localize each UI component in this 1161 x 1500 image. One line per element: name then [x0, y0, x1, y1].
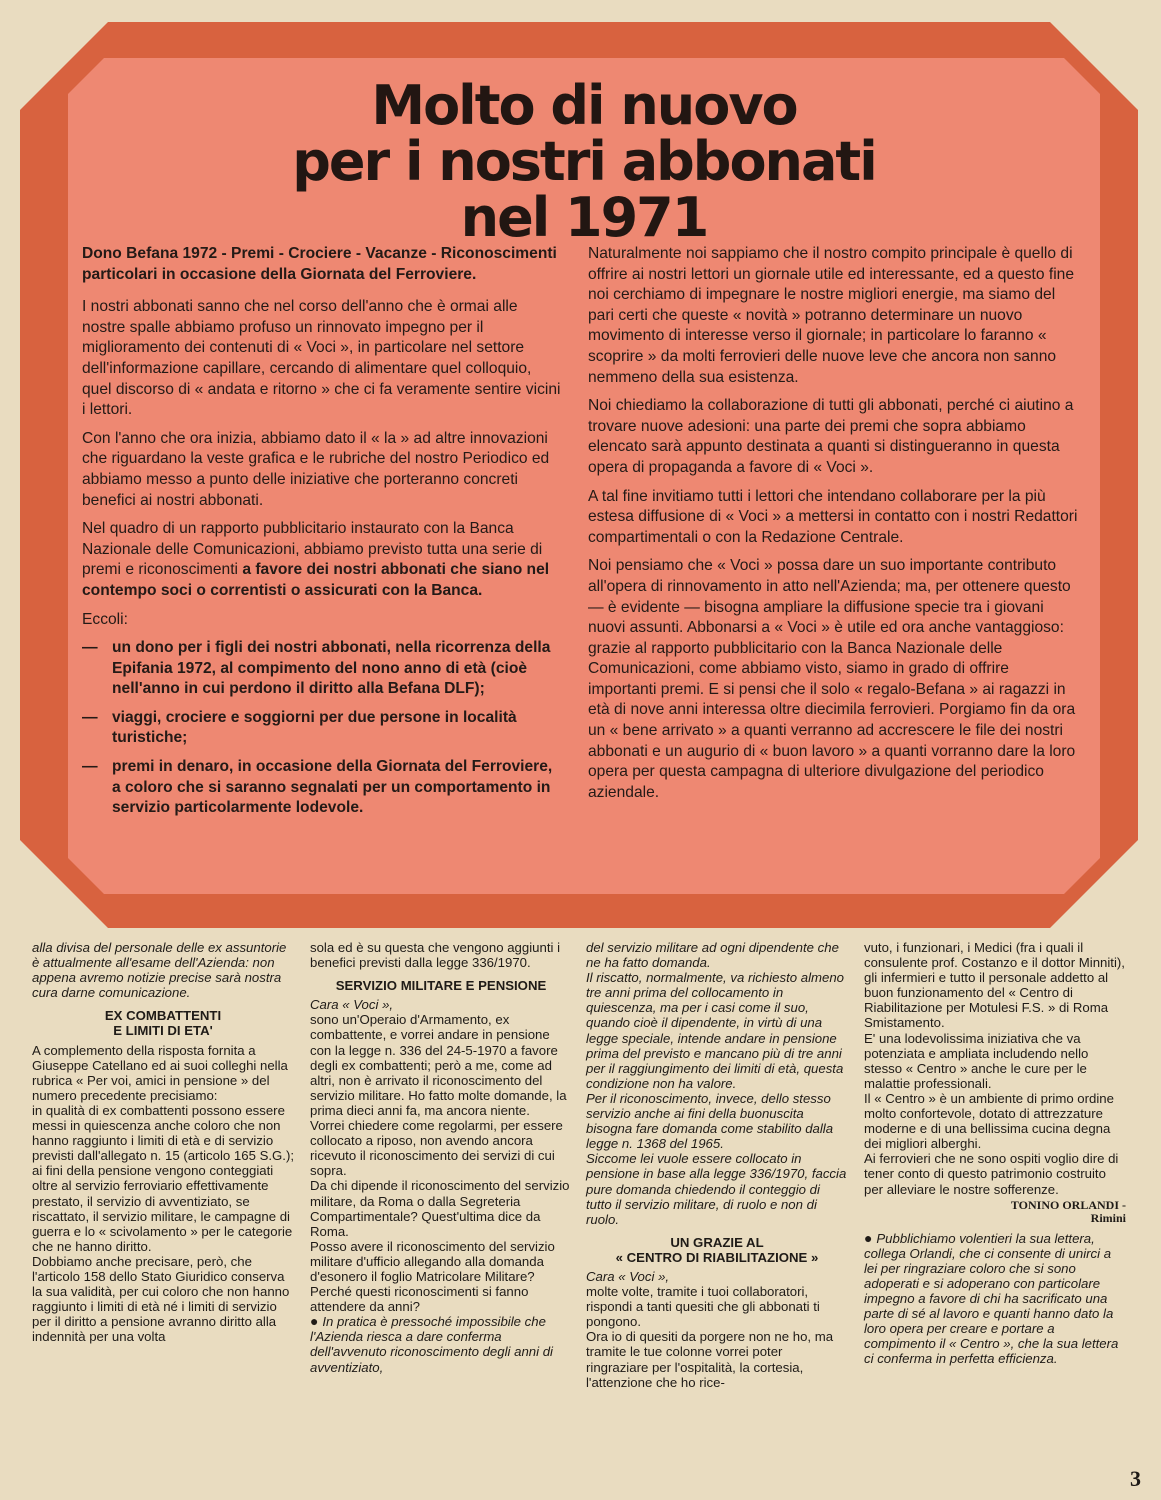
heading-line: E LIMITI DI ETA' [113, 1023, 213, 1039]
body-paragraph: A tal fine invitiamo tutti i lettori che intendano collaborare per la più estesa diffusione di « Voci » a mettersi in contatto con i nostri Redattori compartimentali o con la Redazione Centrale. [588, 487, 1078, 546]
editor-reply [310, 1314, 572, 1374]
section-heading: SERVIZIO MILITARE E PENSIONE [335, 978, 547, 994]
list-item: — premi in denaro, in occasione della Giornata del Ferroviere, a coloro che si saranno segnalati per un comportamento in servizio particolarmente lodevole. [82, 757, 564, 819]
text-paragraph: Ai ferrovieri che ne sono ospiti voglio dire di tener conto di questo patrimonio costruito per alleviare le nostre sofferenze. [864, 1151, 1119, 1197]
list-item: — un dono per i figli dei nostri abbonati, nella ricorrenza della Epifania 1972, al compimento del nono anno di età (cioè nell'anno in cui perdono il diritto alla Befana DLF); [82, 638, 564, 700]
column-3 [586, 940, 848, 1390]
text-paragraph: Ora io di quesiti da porgere non ne ho, ma tramite le tue colonne vorrei poter ringraziare per l'ospitalità, la cortesia, l'attenzione che ho rice- [586, 1329, 834, 1390]
box-right-column [588, 244, 1080, 811]
text-paragraph: Il « Centro » è un ambiente di primo ordine molto confortevole, dotato di attrezzature moderne e di una bellissima cucina degna dei migliori alberghi. [864, 1090, 1114, 1152]
prize-list [82, 638, 564, 819]
body-paragraph: Con l'anno che ora inizia, abbiamo dato il « la » ad altre innovazioni che riguardano la veste grafica e le rubriche del nostro Periodico ed abbiamo messo a punto delle iniziative che porteranno concreti benefici ai nostri abbonati. [82, 429, 550, 509]
text-paragraph: molte volte, tramite i tuoi collaboratori, rispondi a tanti quesiti che gli abbonati ti pongono. [586, 1284, 820, 1330]
text-paragraph: Posso avere il riconoscimento del servizio militare d'ufficio allegando alla domanda d'esonero il foglio Matricolare Militare? [310, 1238, 555, 1284]
text-paragraph: Da chi dipende il riconoscimento del servizio militare, da Roma o dalla Segreteria Compartimentale? Quest'ultima dice da Roma. [310, 1178, 570, 1239]
bank-text-bold: a favore dei nostri abbonati che siano nel contempo soci o correntisti o assicurati con la Banca. [82, 561, 550, 599]
reply-text: Pubblichiamo volentieri la sua lettera, collega Orlandi, che ci consente di unirci a lei per ringraziare coloro che si sono adoperati e si adoperano con particolare impegno a favore di chi ha sacrificato una parte di sé al lavoro e quanti hanno dato la loro opera per creare e portare a compimento il « Centro », che la sua lettera ci conferma in perfetta efficienza. [864, 1230, 1119, 1367]
letter-salutation: Cara « Voci », [586, 1268, 670, 1284]
body-paragraph: Noi pensiamo che « Voci » possa dare un suo importante contributo all'opera di rinnovamento in atto nell'Azienda; ma, per ottenere questo — è evidente — bisogna ampliare la diffusione specie tra i giovani nuovi assunti. Abbonarsi a « Voci » è utile ed ora anche vantaggioso: grazie al rapporto pubblicitario con la Banca Nazionale delle Comunicazioni, come abbiamo visto, siamo in grado di offrire importanti premi. E si pensi che il solo « regalo-Befana » ai ragazzi in età di nove anni interessa oltre diecimila ferrovieri. Porgiamo fin da ora un « bene arrivato » a quanti verranno ad accrescere le file dei nostri abbonati e un augurio di « buon lavoro » a quanti vorranno dare la loro opera per questa campagna di ulteriore divulgazione del periodico aziendale. [588, 557, 1076, 801]
reply-continued: Siccome lei vuole essere collocato in pensione in base alla legge 336/1970, faccia pure domanda chiedendo il conteggio di tutto il servizio militare, di ruolo e non di ruolo. [586, 1151, 847, 1227]
headline-line-3: nel 1971 [460, 186, 708, 249]
text-paragraph: Dobbiamo anche precisare, però, che l'articolo 158 dello Stato Giuridico conserva la sua validità, per cui coloro che non hanno raggiunto i limiti di età né i limiti di servizio per il diritto a pensione avranno diritto alla indennità per una volta [32, 1253, 290, 1345]
heading-line: UN GRAZIE AL [670, 1234, 764, 1250]
reply-text: In pratica è pressoché impossibile che l'Azienda riesca a dare conferma dell'avvenuto riconoscimento degli anni di avventiziato, [310, 1314, 553, 1375]
lead-paragraph: Dono Befana 1972 - Premi - Crociere - Vacanze - Riconoscimenti particolari in occasione della Giornata del Ferroviere. [82, 245, 557, 283]
section-heading [586, 1235, 848, 1265]
body-paragraph: Noi chiediamo la collaborazione di tutti gli abbonati, perché ci aiutino a trovare nuove adesioni: una parte dei premi che sopra abbiamo elencato sarà appunto destinata a quanti si distingueranno in questa opera di propaganda a favore di « Voci ». [588, 397, 1074, 476]
signature [864, 1199, 1126, 1225]
column-4 [864, 940, 1126, 1366]
reply-continued: Per il riconoscimento, invece, dello stesso servizio anche ai fini della buonuscita bisogna fare domanda come stabilito dalla legge n. 1368 del 1965. [586, 1090, 834, 1152]
letter-salutation: Cara « Voci », [310, 997, 394, 1013]
column-2 [310, 940, 572, 1375]
list-item: — viaggi, crociere e soggiorni per due persone in località turistiche; [82, 708, 564, 749]
box-left-column [82, 244, 564, 827]
bullet-dot-icon: ● [864, 1229, 877, 1246]
text-paragraph: sono un'Operaio d'Armamento, ex combattente, e vorrei andare in pensione con la legge n. 336 del 24-5-1970 a favore degli ex combattenti; però a me, come ad altri, non è arrivato il riconoscimento del servizio militare. Ho fatto molte domande, la prima dieci anni fa, ma ancora niente. [310, 1012, 567, 1118]
body-paragraph: I nostri abbonati sanno che nel corso dell'anno che è ormai alle nostre spalle abbiamo profuso un rinnovato impegno per il miglioramento dei contenuti di « Voci », in particolare nel settore dell'informazione capillare, cercando di alimentare quel colloquio, quel discorso di « andata e ritorno » che ci fa veramente sentire vicini i lettori. [82, 298, 561, 419]
headline [68, 74, 1100, 249]
text-paragraph: Vorrei chiedere come regolarmi, per essere collocato a riposo, non avendo ancora ricevuto il riconoscimento dei servizi di cui sopra. [310, 1118, 563, 1179]
reply-continued: del servizio militare ad ogni dipendente che ne ha fatto domanda. [586, 940, 839, 971]
eccoli-label: Eccoli: [82, 610, 128, 628]
signature-name: TONINO ORLANDI - [1010, 1197, 1126, 1212]
bank-paragraph [82, 519, 564, 601]
text-paragraph: Perché questi riconoscimenti si fanno attendere da anni? [310, 1284, 529, 1315]
signature-place: Rimini [1090, 1210, 1126, 1225]
heading-line: EX COMBATTENTI [104, 1008, 222, 1024]
text-paragraph: vuto, i funzionari, i Medici (fra i quali il consulente prof. Costanzo e il dottor Minniti), gli infermieri e tutto il personale addetto al buon funzionamento del « Centro di Riabilitazione per Motulesi F.S. » di Roma Smistamento. [864, 940, 1125, 1031]
text-paragraph: in qualità di ex combattenti possono essere messi in quiescenza anche coloro che non hanno raggiunto i limiti di età e di servizio previsti dall'allegato n. 15 (articolo 165 S.G.); ai fini della pensione vengono conteggiati oltre al servizio ferroviario effettivamente prestato, il servizio di avventiziato, se riscattato, il servizio militare, le campagne di guerra e lo « scivolamento » per le categorie che ne hanno diritto. [32, 1102, 295, 1254]
page-number: 3 [1130, 1466, 1141, 1491]
text-paragraph: A complemento della risposta fornita a Giuseppe Catellano ed ai suoi colleghi nella rubrica « Per voi, amici in pensione » del numero precedente precisiamo: [32, 1042, 288, 1103]
heading-line: « CENTRO DI RIABILITAZIONE » [615, 1249, 819, 1265]
headline-line-2: per i nostri abbonati [292, 130, 876, 193]
bullet-dot-icon: ● [310, 1313, 323, 1330]
body-paragraph: Naturalmente noi sappiamo che il nostro compito principale è quello di offrire ai nostri lettori un giornale utile ed interessante, ed a questo fine noi cerchiamo di impegnare le nostre migliori energie, ma siamo del pari certi che queste « novità » potranno determinare un nuovo movimento di interesse verso il giornale; in particolare lo faranno « scoprire » da molti ferrovieri delle nuove leve che ancora non sanno nemmeno della sua esistenza. [588, 245, 1075, 386]
text-paragraph: E' una lodevolissima iniziativa che va potenziata e ampliata includendo nello stesso « Centro » anche le cure per le malattie professionali. [864, 1030, 1089, 1091]
editor-reply [864, 1231, 1126, 1367]
reply-continued: Il riscatto, normalmente, va richiesto almeno tre anni prima del collocamento in quiescenza, ma per i casi come il suo, quando cioè il dipendente, in virtù di una legge speciale, intende andare in pensione prima del previsto e mancano più di tre anni per il raggiungimento dei limiti di età, questa condizione non ha valore. [586, 970, 844, 1091]
column-1 [32, 940, 294, 1344]
section-heading [32, 1008, 294, 1038]
bank-text: Nel quadro di un rapporto pubblicitario instaurato con la Banca Nazionale delle Comunicazioni, abbiamo previsto tutta una serie di premi e riconoscimenti [82, 520, 543, 579]
headline-line-1: Molto di nuovo [371, 74, 797, 137]
column-intro: alla divisa del personale delle ex assuntorie è attualmente all'esame dell'Azienda: non appena avremo notizie precise sarà nostra cura darne comunicazione. [32, 940, 287, 1001]
text-paragraph: sola ed è su questa che vengono aggiunti i benefici previsti dalla legge 336/1970. [310, 940, 561, 971]
